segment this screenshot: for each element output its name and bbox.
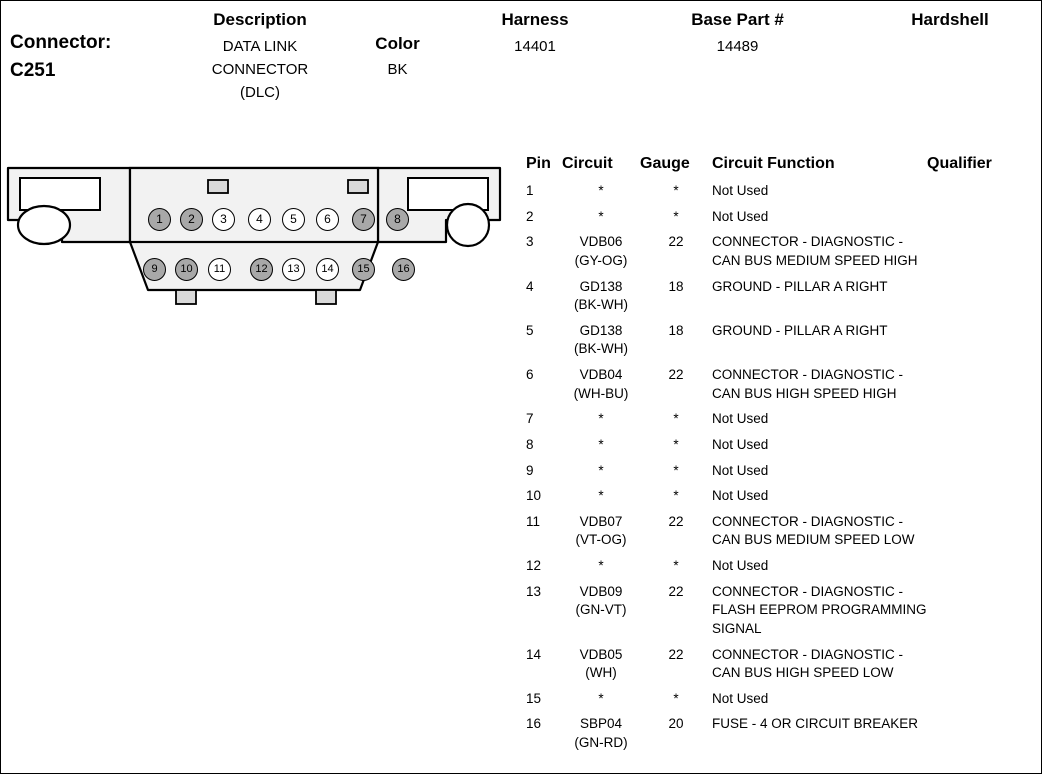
cell-qualifier	[927, 715, 1027, 759]
cell-pin: 10	[526, 488, 542, 504]
cell-function: Not Used	[712, 436, 769, 452]
table-row	[526, 715, 1027, 759]
cell-gauge: 22	[668, 513, 684, 529]
cell-function: CONNECTOR - DIAGNOSTIC - CAN BUS MEDIUM SPEED HIGH	[712, 234, 918, 268]
cell-circuit	[562, 208, 640, 234]
cell-function: Not Used	[712, 462, 769, 478]
description-label: Description	[213, 10, 307, 29]
pin-6[interactable]: 6	[316, 208, 339, 231]
table-row	[526, 513, 1027, 557]
cell-qualifier	[927, 322, 1027, 366]
table-row	[526, 690, 1027, 716]
cell-qualifier	[927, 462, 1027, 488]
circuit-code: VDB09	[579, 583, 623, 599]
table-row	[526, 366, 1027, 410]
hardshell-label: Hardshell	[911, 10, 989, 29]
pin-3[interactable]: 3	[212, 208, 235, 231]
cell-pin: 12	[526, 558, 542, 573]
circuit-color-code: (BK-WH)	[574, 341, 628, 357]
left-mount-ear	[20, 178, 100, 210]
table-row	[526, 557, 1027, 583]
top-tab-right	[348, 180, 368, 193]
cell-gauge: 22	[668, 234, 684, 250]
cell-qualifier	[927, 233, 1027, 277]
pin-7[interactable]: 7	[352, 208, 375, 231]
cell-circuit	[562, 278, 640, 322]
cell-gauge: *	[673, 411, 679, 427]
pin-8[interactable]: 8	[386, 208, 409, 231]
cell-circuit	[562, 487, 640, 513]
table-row	[526, 462, 1027, 488]
table-row	[526, 583, 1027, 646]
cell-circuit	[562, 182, 640, 208]
circuit-code: GD138	[579, 278, 623, 294]
cell-function: CONNECTOR - DIAGNOSTIC - CAN BUS HIGH SPEED LOW	[712, 646, 904, 681]
cell-gauge: *	[673, 488, 679, 504]
cell-qualifier	[927, 410, 1027, 436]
header-circuit: Circuit	[562, 155, 613, 172]
pin-16[interactable]: 16	[392, 258, 415, 281]
description-line-2: CONNECTOR	[211, 61, 309, 78]
right-mount-hole	[447, 204, 489, 246]
table-row	[526, 208, 1027, 234]
pin-15[interactable]: 15	[352, 258, 375, 281]
pin-table	[526, 155, 1027, 760]
cell-pin: 4	[526, 278, 534, 294]
cell-gauge: 20	[668, 716, 684, 732]
base-part-value: 14489	[716, 38, 759, 55]
table-row	[526, 487, 1027, 513]
cell-circuit	[562, 462, 640, 488]
header-function: Circuit Function	[712, 155, 835, 172]
cell-gauge: 22	[668, 646, 684, 662]
cell-gauge: 22	[668, 367, 684, 382]
cell-qualifier	[927, 583, 1027, 646]
cell-circuit	[562, 233, 640, 277]
cell-qualifier	[927, 366, 1027, 410]
pin-5[interactable]: 5	[282, 208, 305, 231]
table-row	[526, 410, 1027, 436]
cell-function: GROUND - PILLAR A RIGHT	[712, 322, 888, 338]
circuit-code: *	[598, 208, 604, 224]
cell-qualifier	[927, 278, 1027, 322]
pin-table-wrapper	[526, 155, 1044, 760]
bottom-tab-right	[316, 290, 336, 304]
cell-gauge: *	[673, 558, 679, 573]
cell-function: Not Used	[712, 183, 769, 198]
header	[0, 0, 1044, 115]
cell-circuit	[562, 715, 640, 759]
description-line-1: DATA LINK	[222, 38, 298, 55]
cell-qualifier	[927, 557, 1027, 583]
cell-qualifier	[927, 436, 1027, 462]
table-row	[526, 646, 1027, 690]
circuit-code: SBP04	[579, 716, 623, 732]
pin-11[interactable]: 11	[208, 258, 231, 281]
connector-id: C251	[10, 60, 56, 81]
pin-1[interactable]: 1	[148, 208, 171, 231]
cell-circuit	[562, 583, 640, 646]
cell-pin: 16	[526, 716, 542, 732]
circuit-color-code: (WH)	[585, 665, 617, 681]
circuit-color-code: (GN-RD)	[574, 735, 628, 750]
table-row	[526, 436, 1027, 462]
circuit-color-code: (GY-OG)	[574, 252, 628, 268]
cell-qualifier	[927, 646, 1027, 690]
circuit-code: *	[598, 558, 604, 573]
top-tab-left	[208, 180, 228, 193]
cell-circuit	[562, 366, 640, 410]
base-part-label: Base Part #	[691, 10, 784, 29]
cell-pin: 9	[526, 462, 534, 478]
cell-gauge: 18	[668, 322, 684, 338]
connector-diagram	[0, 150, 520, 330]
connector-label: Connector:	[10, 32, 112, 53]
cell-qualifier	[927, 182, 1027, 208]
table-header-row	[526, 155, 1027, 182]
cell-circuit	[562, 410, 640, 436]
table-row	[526, 278, 1027, 322]
cell-pin: 2	[526, 208, 534, 224]
cell-pin: 7	[526, 411, 534, 427]
circuit-code: VDB05	[579, 646, 623, 662]
cell-pin: 6	[526, 367, 534, 382]
circuit-code: *	[598, 183, 604, 198]
pin-table-body	[526, 182, 1027, 760]
circuit-code: *	[598, 436, 604, 452]
header-pin: Pin	[526, 155, 551, 172]
cell-function: GROUND - PILLAR A RIGHT	[712, 278, 888, 294]
cell-function: CONNECTOR - DIAGNOSTIC - FLASH EEPROM PROGRAMMING SIGNAL	[712, 583, 927, 636]
circuit-code: VDB07	[579, 513, 623, 529]
cell-circuit	[562, 690, 640, 716]
pin-10[interactable]: 10	[175, 258, 198, 281]
table-row	[526, 182, 1027, 208]
cell-gauge: *	[673, 183, 679, 198]
cell-qualifier	[927, 513, 1027, 557]
left-mount-hole	[18, 206, 70, 244]
pin-2[interactable]: 2	[180, 208, 203, 231]
cell-pin: 15	[526, 690, 542, 706]
circuit-code: VDB04	[579, 367, 623, 382]
color-label: Color	[375, 34, 420, 53]
cell-pin: 11	[526, 513, 541, 529]
header-gauge: Gauge	[640, 155, 690, 172]
cell-function: CONNECTOR - DIAGNOSTIC - CAN BUS MEDIUM SPEED LOW	[712, 513, 915, 548]
cell-gauge: *	[673, 208, 679, 224]
circuit-code: *	[598, 462, 604, 478]
cell-pin: 14	[526, 646, 542, 662]
harness-label: Harness	[501, 10, 569, 29]
pin-9[interactable]: 9	[143, 258, 166, 281]
cell-pin: 3	[526, 234, 534, 250]
cell-circuit	[562, 557, 640, 583]
circuit-color-code: (VT-OG)	[575, 532, 627, 548]
pin-4[interactable]: 4	[248, 208, 271, 231]
cell-function: Not Used	[712, 411, 769, 427]
connector-outline-svg	[0, 150, 520, 330]
table-row	[526, 322, 1027, 366]
table-row	[526, 233, 1027, 277]
bottom-tab-left	[176, 290, 196, 304]
cell-qualifier	[927, 690, 1027, 716]
connector-top-block	[130, 168, 378, 242]
header-qualifier: Qualifier	[927, 155, 992, 172]
cell-pin: 5	[526, 322, 534, 338]
description-line-3: (DLC)	[240, 84, 280, 101]
cell-function: Not Used	[712, 488, 769, 504]
cell-gauge: *	[673, 690, 679, 706]
circuit-color-code: (BK-WH)	[574, 297, 628, 313]
color-value: BK	[387, 61, 408, 78]
cell-qualifier	[927, 487, 1027, 513]
cell-function: Not Used	[712, 690, 769, 706]
cell-function: FUSE - 4 OR CIRCUIT BREAKER	[712, 716, 919, 732]
circuit-color-code: (WH-BU)	[573, 385, 629, 401]
cell-pin: 13	[526, 583, 542, 599]
circuit-code: *	[598, 690, 604, 706]
circuit-code: GD138	[579, 322, 623, 338]
cell-circuit	[562, 646, 640, 690]
cell-gauge: *	[673, 436, 679, 452]
pin-14[interactable]: 14	[316, 258, 339, 281]
circuit-code: VDB06	[579, 234, 623, 250]
cell-circuit	[562, 513, 640, 557]
cell-circuit	[562, 322, 640, 366]
cell-function: Not Used	[712, 558, 769, 573]
cell-function: CONNECTOR - DIAGNOSTIC - CAN BUS HIGH SPEED HIGH	[712, 367, 904, 401]
cell-circuit	[562, 436, 640, 462]
pin-12[interactable]: 12	[250, 258, 273, 281]
cell-pin: 8	[526, 436, 534, 452]
cell-gauge: 18	[668, 278, 684, 294]
cell-pin: 1	[526, 183, 534, 198]
circuit-color-code: (GN-VT)	[575, 602, 627, 618]
circuit-code: *	[598, 488, 604, 504]
circuit-code: *	[598, 411, 604, 427]
pin-13[interactable]: 13	[282, 258, 305, 281]
cell-function: Not Used	[712, 208, 769, 224]
cell-qualifier	[927, 208, 1027, 234]
cell-gauge: 22	[668, 583, 684, 599]
cell-gauge: *	[673, 462, 679, 478]
harness-value: 14401	[514, 38, 556, 55]
